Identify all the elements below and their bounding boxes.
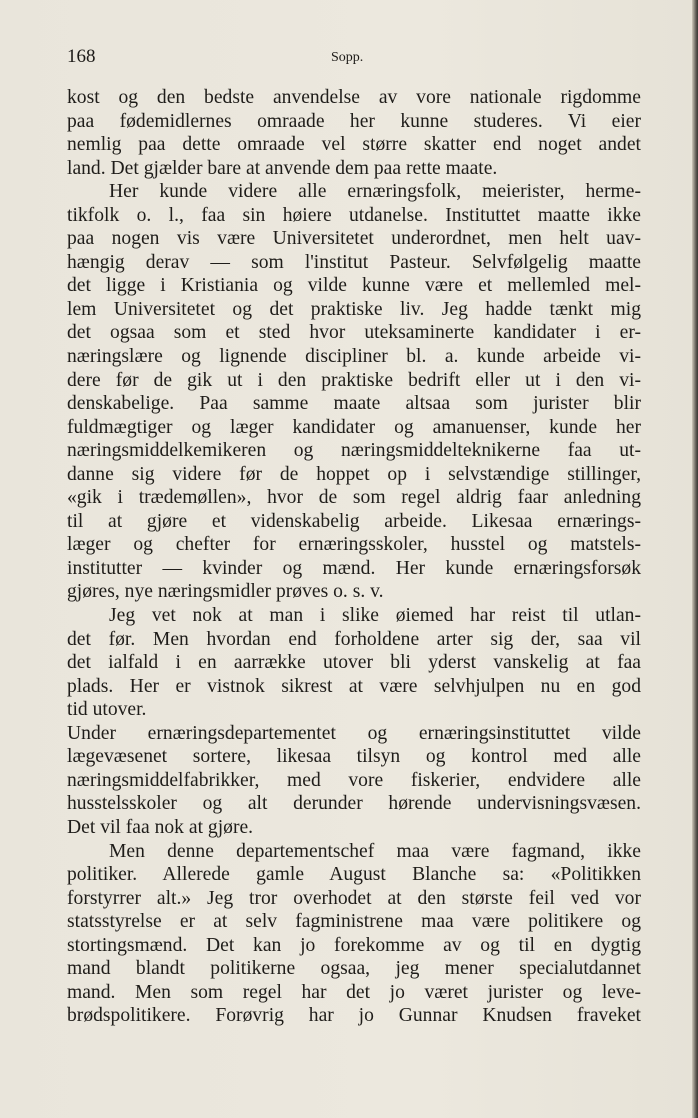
text-line: til at gjøre et videnskabelig arbeide. Likesaa ernærings- xyxy=(67,510,641,532)
page-edge-shadow xyxy=(692,0,698,1118)
text-line: næringslære og lignende discipliner bl. a. kunde arbeide vi- xyxy=(67,346,641,368)
text-line: hængig derav — som l'institut Pasteur. Selvfølgelig maatte xyxy=(67,251,641,273)
text-line: denskabelige. Paa samme maate altsaa som jurister blir xyxy=(67,393,641,415)
text-line: mand. Men som regel har det jo været jurister og leve- xyxy=(67,981,641,1003)
text-line: paa nogen vis være Universitetet underordnet, men helt uav- xyxy=(67,228,641,250)
text-line: tid utover. xyxy=(67,699,147,721)
text-line: læger og chefter for ernæringsskoler, husstel og matstels- xyxy=(67,534,641,556)
text-line: næringsmiddelfabrikker, med vore fiskerier, endvidere alle xyxy=(67,769,641,791)
text-line: det før. Men hvordan end forholdene arter sig der, saa vil xyxy=(67,628,641,650)
text-line: stortingsmænd. Det kan jo forekomme av og til en dygtig xyxy=(67,934,641,956)
text-line: det ogsaa som et sted hvor uteksaminerte kandidater i er- xyxy=(67,322,641,344)
text-line: Men denne departementschef maa være fagmand, ikke xyxy=(109,840,641,862)
text-line: politiker. Allerede gamle August Blanche sa: «Politikken xyxy=(67,864,641,886)
text-line: næringsmiddelkemikeren og næringsmiddelteknikerne faa ut- xyxy=(67,440,641,462)
text-line: statsstyrelse er at selv fagministrene maa være politikere og xyxy=(67,911,641,933)
text-line: Det vil faa nok at gjøre. xyxy=(67,816,254,838)
text-line: forstyrrer alt.» Jeg tror overhodet at den største feil ved vor xyxy=(67,887,641,909)
text-line: dere før de gik ut i den praktiske bedrift eller ut i den vi- xyxy=(67,369,641,391)
text-line: lem Universitetet og det praktiske liv. Jeg hadde tænkt mig xyxy=(67,298,641,320)
running-title: Sopp. xyxy=(331,50,364,65)
text-line: plads. Her er vistnok sikrest at være selvhjulpen nu en god xyxy=(67,675,641,697)
text-line: lægevæsenet sortere, likesaa tilsyn og kontrol med alle xyxy=(67,746,641,768)
text-line: fuldmægtiger og læger kandidater og amanuenser, kunde her xyxy=(67,416,641,438)
text-line: paa fødemidlernes omraade her kunne studeres. Vi eier xyxy=(67,110,641,132)
body-text xyxy=(67,86,641,1028)
page-header xyxy=(67,46,641,70)
text-line: husstelsskoler og alt derunder hørende undervisningsvæsen. xyxy=(67,793,641,815)
text-line: det ligge i Kristiania og vilde kunne være et mellemled mel- xyxy=(67,275,641,297)
text-line: Her kunde videre alle ernæringsfolk, meierister, herme- xyxy=(109,181,641,203)
text-line: kost og den bedste anvendelse av vore nationale rigdomme xyxy=(67,87,641,108)
text-line: Jeg vet nok at man i slike øiemed har reist til utlan- xyxy=(109,605,641,627)
text-line: mand blandt politikerne ogsaa, jeg mener specialutdannet xyxy=(67,958,641,980)
text-line: det ialfald i en aarrække utover bli yderst vanskelig at faa xyxy=(67,652,641,674)
page-number: 168 xyxy=(67,46,96,67)
text-line: institutter — kvinder og mænd. Her kunde ernæringsforsøk xyxy=(67,557,641,579)
text-line: nemlig paa dette omraade vel større skatter end noget andet xyxy=(67,134,641,156)
text-line: «gik i trædemøllen», hvor de som regel aldrig faar anledning xyxy=(67,487,641,509)
text-line: land. Det gjælder bare at anvende dem paa rette maate. xyxy=(67,157,498,179)
text-line: danne sig videre før de hoppet op i selvstændige stillinger, xyxy=(67,463,641,485)
text-line: gjøres, nye næringsmidler prøves o. s. v. xyxy=(67,581,384,603)
text-line: Under ernæringsdepartementet og ernæringsinstituttet vilde xyxy=(67,722,641,744)
text-line: brødspolitikere. Forøvrig har jo Gunnar Knudsen fraveket xyxy=(67,1005,641,1027)
text-line: tikfolk o. l., faa sin høiere utdanelse. Instituttet maatte ikke xyxy=(67,204,641,226)
